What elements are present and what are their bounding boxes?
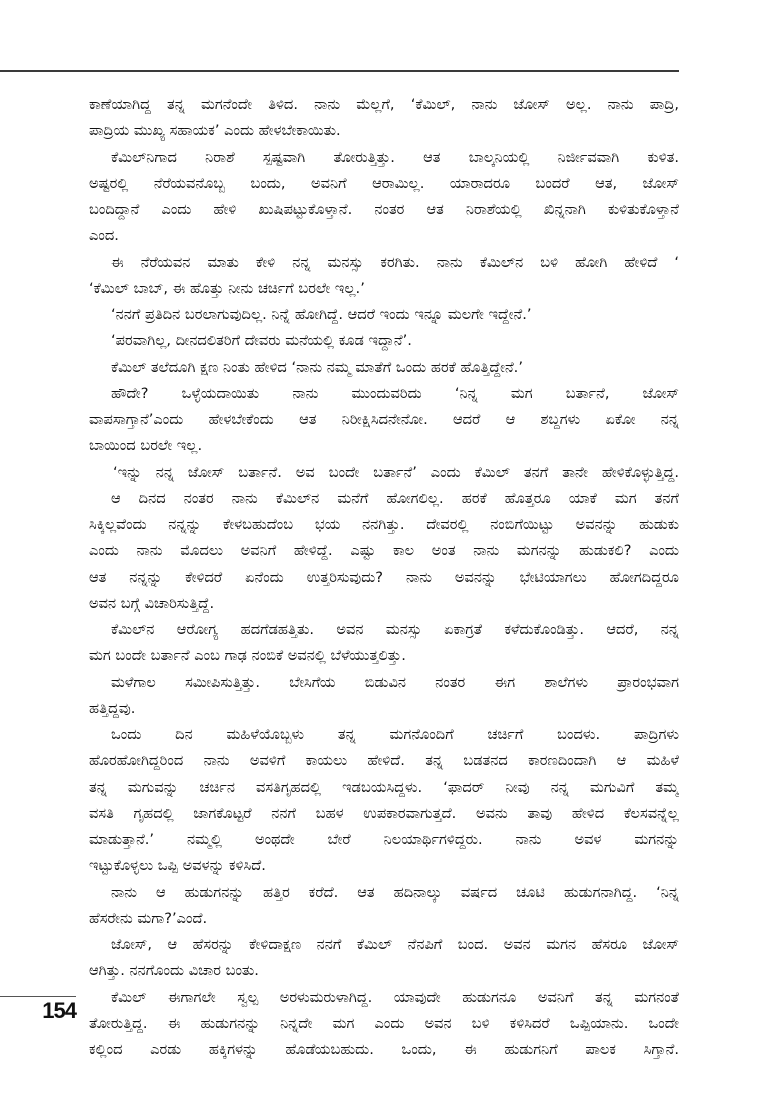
- footer-rule: [0, 996, 76, 997]
- text-line: ಕಲ್ಲಿಂದ ಎರಡು ಹಕ್ಕಿಗಳನ್ನು ಹೊಡೆಯಬಹುದು. ಒಂದು, ಈ ಹುಡುಗನಿಗೆ ಪಾಲಕ ಸಿಗ್ತಾನೆ.: [89, 1041, 679, 1058]
- text-line: ಕೆಮಿಲ್‌ನ ಆರೋಗ್ಯ ಹದಗೆಡಹತ್ತಿತು. ಅವನ ಮನಸ್ಸು ಏಕಾಗ್ರತೆ ಕಳೆದುಕೊಂಡಿತ್ತು. ಆದರೆ, ನನ್ನ: [111, 621, 679, 638]
- text-line: ‘ಇನ್ನು ನನ್ನ ಜೋಸ್ ಬರ್ತಾನೆ. ಅವ ಬಂದೇ ಬರ್ತಾನೆ’ ಎಂದು ಕೆಮಿಲ್ ತನಗೆ ತಾನೇ ಹೇಳಿಕೊಳ್ಳುತ್ತಿದ್ದ.: [113, 463, 679, 481]
- text-line: ಬಾಯಿಂದ ಬರಲೇ ಇಲ್ಲ.: [89, 437, 203, 455]
- text-line: ಹೆಸರೇನು ಮಗಾ?’ಎಂದೆ.: [89, 909, 208, 927]
- text-line: ಹೊರಹೋಗಿದ್ದರಿಂದ ನಾನು ಅವಳಿಗೆ ಕಾಯಲು ಹೇಳಿದೆ. ತನ್ನ ಬಡತನದ ಕಾರಣದಿಂದಾಗಿ ಆ ಮಹಿಳೆ: [89, 752, 679, 770]
- page-number: 154: [42, 998, 76, 1023]
- text-line: ಅವನ ಬಗ್ಗೆ ವಿಚಾರಿಸುತ್ತಿದ್ದೆ.: [89, 594, 215, 612]
- text-line: ಇಟ್ಟುಕೊಳ್ಳಲು ಒಪ್ಪಿ ಅವಳನ್ನು ಕಳಿಸಿದೆ.: [89, 857, 266, 875]
- text-line: ನಾನು ಆ ಹುಡುಗನನ್ನು ಹತ್ತಿರ ಕರೆದೆ. ಆತ ಹದಿನಾಲ್ಕು ವರ್ಷದ ಚೂಟಿ ಹುಡುಗನಾಗಿದ್ದ. ‘ನಿನ್ನ: [111, 883, 679, 901]
- text-line: ಆ ದಿನದ ನಂತರ ನಾನು ಕೆಮಿಲ್‌ನ ಮನೆಗೆ ಹೋಗಲಿಲ್ಲ. ಹರಕೆ ಹೊತ್ತರೂ ಯಾಕೆ ಮಗ ತನಗೆ: [111, 489, 679, 507]
- text-line: ಅಷ್ಟರಲ್ಲಿ ನೆರೆಯವನೊಬ್ಬ ಬಂದು, ಅವನಿಗೆ ಆರಾಮಿಲ್ಲ. ಯಾರಾದರೂ ಬಂದರೆ ಆತ, ಜೋಸ್: [89, 174, 679, 192]
- text-line: ಎಂದು ನಾನು ಮೊದಲು ಅವನಿಗೆ ಹೇಳಿದ್ದೆ. ಎಷ್ಟು ಕಾಲ ಅಂತ ನಾನು ಮಗನನ್ನು ಹುಡುಕಲಿ? ಎಂದು: [89, 542, 679, 560]
- text-line: ಮಳೆಗಾಲ ಸಮೀಪಿಸುತ್ತಿತ್ತು. ಬೇಸಿಗೆಯ ಬಿಡುವಿನ ನಂತರ ಈಗ ಶಾಲೆಗಳು ಪ್ರಾರಂಭವಾಗ: [111, 673, 679, 691]
- text-line: ಕೆಮಿಲ್ ತಲೆದೂಗಿ ಕ್ಷಣ ನಿಂತು ಹೇಳಿದ ‘ನಾನು ನಮ್ಮ ಮಾತೆಗೆ ಒಂದು ಹರಕೆ ಹೊತ್ತಿದ್ದೇನೆ.’: [111, 358, 523, 376]
- text-line: ಹೌದೇ? ಒಳ್ಳೆಯದಾಯಿತು ನಾನು ಮುಂದುವರಿದು ‘ನಿನ್ನ ಮಗ ಬರ್ತಾನೆ, ಜೋಸ್: [111, 384, 679, 402]
- text-line: ‘ಪರವಾಗಿಲ್ಲ, ದೀನದಲಿತರಿಗೆ ದೇವರು ಮನೆಯಲ್ಲಿ ಕೂಡ ಇದ್ದಾನೆ’.: [111, 332, 412, 350]
- text-line: ತನ್ನ ಮಗುವನ್ನು ಚರ್ಚಿನ ವಸತಿಗೃಹದಲ್ಲಿ ಇಡಬಯಸಿದ್ದಳು. ‘ಫಾದರ್ ನೀವು ನನ್ನ ಮಗುವಿಗೆ ತಮ್ಮ: [89, 778, 679, 796]
- text-line: ‘ಕೆಮಿಲ್ ಬಾಬ್, ಈ ಹೊತ್ತು ನೀನು ಚರ್ಚಿಗೆ ಬರಲೇ ಇಲ್ಲ.’: [89, 279, 365, 297]
- text-line: ಒಂದು ದಿನ ಮಹಿಳೆಯೊಬ್ಬಳು ತನ್ನ ಮಗನೊಂದಿಗೆ ಚರ್ಚಿಗೆ ಬಂದಳು. ಪಾದ್ರಿಗಳು: [111, 726, 679, 743]
- text-line: ‘ನನಗೆ ಪ್ರತಿದಿನ ಬರಲಾಗುವುದಿಲ್ಲ. ನಿನ್ನೆ ಹೋಗಿದ್ದೆ. ಆದರೆ ಇಂದು ಇನ್ನೂ ಮಲಗೇ ಇದ್ದೇನೆ.’: [111, 306, 532, 323]
- text-line: ಪಾದ್ರಿಯ ಮುಖ್ಯ ಸಹಾಯಕ’ ಎಂದು ಹೇಳಬೇಕಾಯಿತು.: [89, 122, 341, 140]
- text-line: ಕೆಮಿಲ್‌ನಿಗಾದ ನಿರಾಶೆ ಸ್ಪಷ್ಟವಾಗಿ ತೋರುತ್ತಿತ್ತು. ಆತ ಬಾಲ್ಕನಿಯಲ್ಲಿ ನಿರ್ಜೀವವಾಗಿ ಕುಳಿತ.: [111, 148, 679, 166]
- text-line: ವಾಪಸಾಗ್ತಾನೆ’ಎಂದು ಹೇಳಬೇಕೆಂದು ಆತ ನಿರೀಕ್ಷಿಸಿದನೇನೋ. ಆದರೆ ಆ ಶಬ್ದಗಳು ಏಕೋ ನನ್ನ: [89, 411, 679, 428]
- text-line: ಸಿಕ್ಕಿಲ್ಲವೆಂದು ನನ್ನನ್ನು ಕೇಳಬಹುದೆಂಬ ಭಯ ನನಗಿತ್ತು. ದೇವರಲ್ಲಿ ನಂಬಿಗೆಯಿಟ್ಟು ಅವನನ್ನು ಹುಡುಕು: [89, 516, 679, 533]
- header-rule: [0, 70, 679, 72]
- text-line: ಕಾಣೆಯಾಗಿದ್ದ ತನ್ನ ಮಗನೆಂದೇ ತಿಳಿದ. ನಾನು ಮೆಲ್ಲಗೆ, ‘ಕೆಮಿಲ್, ನಾನು ಜೋಸ್ ಅಲ್ಲ. ನಾನು ಪಾದ್ರಿ,: [89, 96, 679, 113]
- text-line: ಬಂದಿದ್ದಾನೆ ಎಂದು ಹೇಳಿ ಖುಷಿಪಟ್ಟುಕೊಳ್ತಾನೆ. ನಂತರ ಆತ ನಿರಾಶೆಯಲ್ಲಿ ಖಿನ್ನನಾಗಿ ಕುಳಿತುಕೊಳ್ತಾನೆ: [89, 201, 679, 218]
- text-line: ಎಂದ.: [89, 227, 119, 245]
- text-line: ಜೋಸ್, ಆ ಹೆಸರನ್ನು ಕೇಳಿದಾಕ್ಷಣ ನನಗೆ ಕೆಮಿಲ್ ನೆನಪಿಗೆ ಬಂದ. ಅವನ ಮಗನ ಹೆಸರೂ ಜೋಸ್: [111, 936, 679, 953]
- text-line: ಹತ್ತಿದ್ದವು.: [89, 699, 136, 717]
- text-line: ಆಗಿತ್ತು. ನನಗೊಂದು ವಿಚಾರ ಬಂತು.: [89, 962, 259, 980]
- text-line: ಕೆಮಿಲ್ ಈಗಾಗಲೇ ಸ್ವಲ್ಪ ಅರಳುಮರುಳಾಗಿದ್ದ. ಯಾವುದೇ ಹುಡುಗನೂ ಅವನಿಗೆ ತನ್ನ ಮಗನಂತೆ: [111, 988, 679, 1006]
- text-line: ಮಾಡುತ್ತಾನೆ.’ ನಮ್ಮಲ್ಲಿ ಅಂಥದೇ ಬೇರೆ ನಿಲಯಾರ್ಥಿಗಳಿದ್ದರು. ನಾನು ಅವಳ ಮಗನನ್ನು: [89, 831, 679, 848]
- text-line: ಆತ ನನ್ನನ್ನು ಕೇಳಿದರೆ ಏನೆಂದು ಉತ್ತರಿಸುವುದು? ನಾನು ಅವನನ್ನು ಭೇಟಿಯಾಗಲು ಹೋಗದಿದ್ದರೂ: [89, 568, 679, 586]
- body-text: [89, 92, 679, 1063]
- text-line: ಮಗ ಬಂದೇ ಬರ್ತಾನೆ ಎಂಬ ಗಾಢ ನಂಬಿಕೆ ಅವನಲ್ಲಿ ಬೆಳೆಯುತ್ತಲಿತ್ತು.: [89, 647, 406, 665]
- text-line: ತೋರುತ್ತಿದ್ದ. ಈ ಹುಡುಗನನ್ನು ನಿನ್ನದೇ ಮಗ ಎಂದು ಅವನ ಬಳಿ ಕಳಿಸಿದರೆ ಒಪ್ಪಿಯಾನು. ಒಂದೇ: [89, 1014, 679, 1032]
- text-line: ಈ ನೆರೆಯವನ ಮಾತು ಕೇಳಿ ನನ್ನ ಮನಸ್ಸು ಕರಗಿತು. ನಾನು ಕೆಮಿಲ್‌ನ ಬಳಿ ಹೋಗಿ ಹೇಳಿದೆ ‘: [111, 253, 679, 271]
- text-line: ವಸತಿ ಗೃಹದಲ್ಲಿ ಜಾಗಕೊಟ್ಟರೆ ನನಗೆ ಬಹಳ ಉಪಕಾರವಾಗುತ್ತದೆ. ಅವನು ತಾವು ಹೇಳಿದ ಕೆಲಸವನ್ನೆಲ್ಲ: [89, 804, 679, 822]
